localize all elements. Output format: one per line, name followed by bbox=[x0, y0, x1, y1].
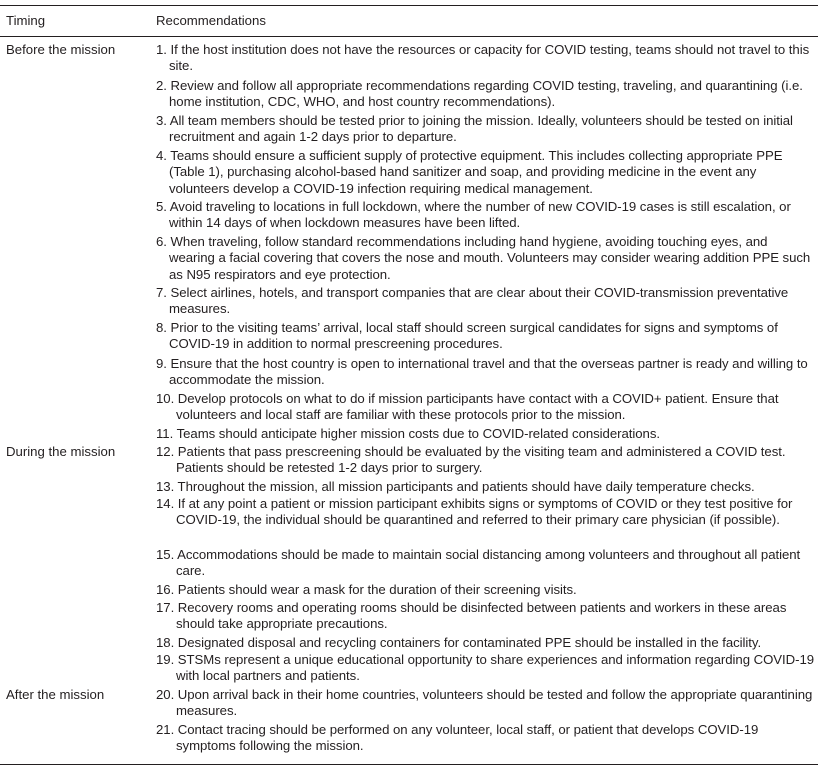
timing-during: During the mission bbox=[6, 444, 116, 459]
recommendation-4: 4. Teams should ensure a sufficient supply of protective equipment. This includes collecting appropriate PPE (Table 1), purchasing alcohol-based hand sanitizer and soap, and providing medicine in the event any volunteers develop a COVID-19 infection requiring medical management. bbox=[156, 148, 783, 196]
recommendation-18: 18. Designated disposal and recycling containers for contaminated PPE should be installed in the facility. bbox=[156, 635, 762, 650]
recommendation-13: 13. Throughout the mission, all mission participants and patients should have daily temperature checks. bbox=[156, 479, 755, 494]
recommendation-19: 19. STSMs represent a unique educational opportunity to share experiences and information regarding COVID-19 with local partners and patients. bbox=[156, 652, 815, 684]
table-bottom-rule bbox=[0, 764, 818, 765]
header-timing: Timing bbox=[6, 13, 46, 28]
timing-before: Before the mission bbox=[6, 42, 116, 57]
recommendation-3: 3. All team members should be tested prior to joining the mission. Ideally, volunteers should be tested on initial recruitment and again 1-2 days prior to departure. bbox=[156, 113, 793, 145]
recommendation-5: 5. Avoid traveling to locations in full lockdown, where the number of new COVID-19 cases is still escalation, or within 14 days of when lockdown measures have been lifted. bbox=[156, 199, 791, 231]
timing-after: After the mission bbox=[6, 687, 105, 702]
recommendation-2: 2. Review and follow all appropriate recommendations regarding COVID testing, traveling, and quarantining (i.e. home institution, CDC, WHO, and host country recommendations). bbox=[156, 78, 803, 110]
table-top-rule bbox=[0, 5, 818, 6]
recommendation-17: 17. Recovery rooms and operating rooms should be disinfected between patients and workers in these areas should take appropriate precautions. bbox=[156, 600, 787, 632]
recommendation-20: 20. Upon arrival back in their home countries, volunteers should be tested and follow the appropriate quarantining measures. bbox=[156, 687, 813, 719]
recommendation-8: 8. Prior to the visiting teams’ arrival, local staff should screen surgical candidates for signs and symptoms of COVID-19 in addition to normal prescreening procedures. bbox=[156, 320, 778, 352]
recommendation-14: 14. If at any point a patient or mission participant exhibits signs or symptoms of COVID or they test positive for COVID-19, the individual should be quarantined and referred to their primary care physician (if possible). bbox=[156, 496, 793, 528]
header-recommendations: Recommendations bbox=[156, 13, 266, 28]
recommendation-6: 6. When traveling, follow standard recommendations including hand hygiene, avoiding touching eyes, and wearing a facial covering that covers the nose and mouth. Volunteers may consider wearing addition PPE such as N95 respirators and eye protection. bbox=[156, 234, 811, 282]
recommendation-12: 12. Patients that pass prescreening should be evaluated by the visiting team and administered a COVID test. Patients should be retested 1-2 days prior to surgery. bbox=[156, 444, 786, 476]
recommendation-16: 16. Patients should wear a mask for the duration of their screening visits. bbox=[156, 582, 577, 597]
recommendation-7: 7. Select airlines, hotels, and transport companies that are clear about their COVID-transmission preventative measures. bbox=[156, 285, 789, 317]
recommendation-11: 11. Teams should anticipate higher mission costs due to COVID-related considerations. bbox=[156, 426, 660, 441]
recommendation-9: 9. Ensure that the host country is open to international travel and that the overseas partner is ready and willing to accommodate the mission. bbox=[156, 356, 808, 388]
recommendation-10: 10. Develop protocols on what to do if mission participants have contact with a COVID+ patient. Ensure that volunteers and local staff are familiar with these protocols prior to the mission. bbox=[156, 391, 779, 423]
recommendation-15: 15. Accommodations should be made to maintain social distancing among volunteers and throughout all patient care. bbox=[156, 547, 801, 579]
recommendation-1: 1. If the host institution does not have the resources or capacity for COVID testing, teams should not travel to this site. bbox=[156, 42, 810, 74]
recommendation-21: 21. Contact tracing should be performed on any volunteer, local staff, or patient that develops COVID-19 symptoms following the mission. bbox=[156, 722, 759, 754]
header-rule bbox=[0, 36, 818, 37]
